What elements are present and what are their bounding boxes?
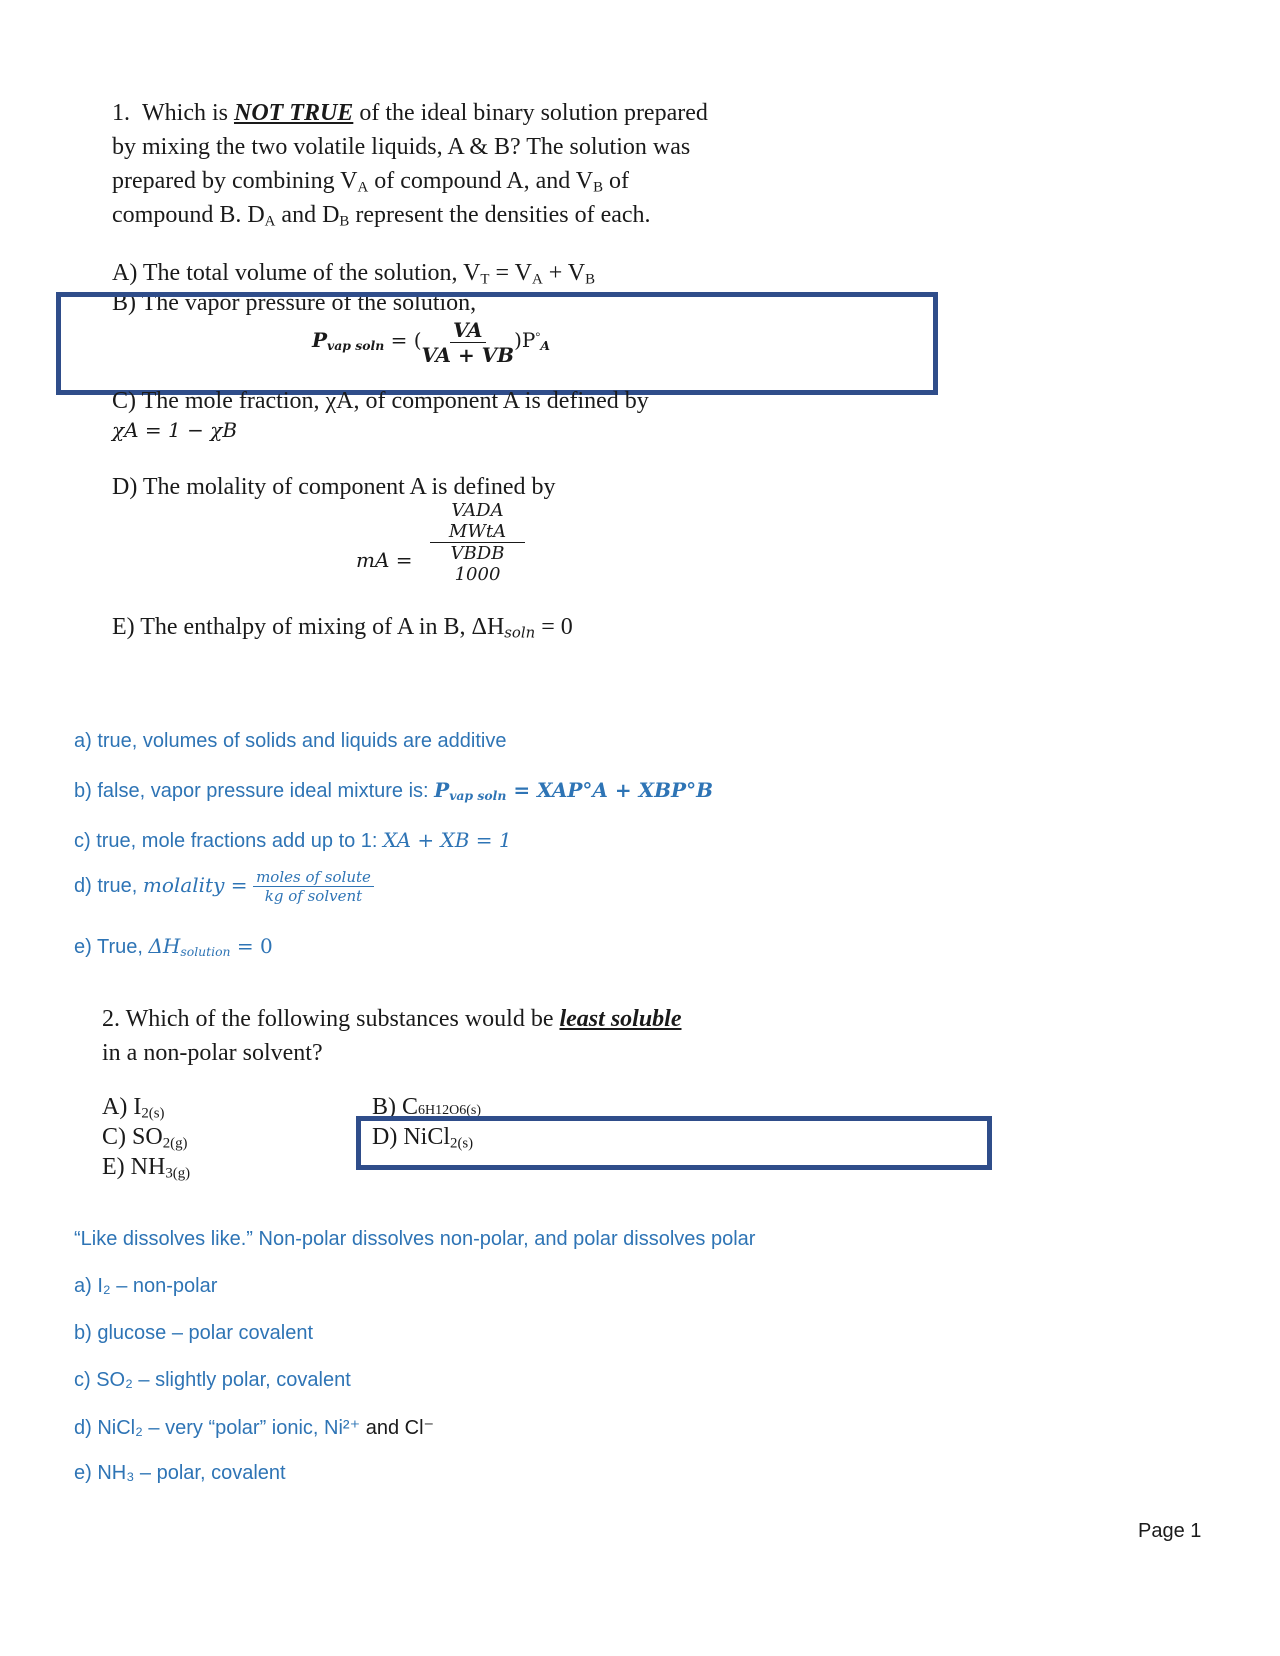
q2-option-a: A) $I_{2(s)}$ [102, 1094, 165, 1122]
q1-option-b-fraction: $\frac{VA}{VA + VB}$ [421, 318, 515, 367]
answer-1d-fraction: $\frac{\text{moles of solute}}{\text{kg of solvent}}$ [253, 868, 374, 905]
q1-option-d-lhs: mA = [356, 548, 413, 572]
answer-2d: d) NiCl₂ – very “polar” ionic, Ni²⁺ and Cl⁻ [74, 1417, 435, 1439]
q1-option-b: B) The vapor pressure of the solution, [112, 290, 477, 316]
answer-2a: a) I₂ – non-polar [74, 1275, 218, 1297]
q1-option-c-formula: χA = 1 − χB [112, 418, 238, 442]
q2-option-c: C) $SO_{2(g)}$ [102, 1124, 188, 1152]
answer-2c: c) SO₂ – slightly polar, covalent [74, 1369, 351, 1391]
q1-option-d: D) The molality of component A is defined by [112, 474, 556, 500]
q1-option-e: E) The enthalpy of mixing of A in B, $\Delta H_{soln} = 0$ [112, 614, 573, 642]
q1-emphasis: NOT TRUE [233, 100, 354, 126]
answer-1c: c) true, mole fractions add up to 1: XA + XB = 1 [74, 828, 512, 852]
q2-option-b: B) C6H12O6(s) [372, 1094, 482, 1120]
q2-option-d: D) NiCl$_{2(s)}$ [372, 1124, 474, 1152]
q1-option-b-formula: $P_{vap soln}$ = ( $\frac{VA}{VA + VB}$ )$P^\circ_A$ [312, 318, 550, 367]
q1-line-3: prepared by combining $V_A$ of compound A, and $V_B$ of [112, 168, 630, 196]
q1-line-2: by mixing the two volatile liquids, A & B? The solution was [112, 134, 691, 160]
answer-1b: b) false, vapor pressure ideal mixture is: $P_{vap soln} = XAP^\circ A + XBP^\circ B$ [74, 778, 713, 804]
q1-option-d-fraction: VADA MWtA VBDB 1000 [430, 500, 525, 585]
answer-1e: e) True, $\Delta H_{solution} = 0$ [74, 934, 273, 960]
answer-1d: d) true, molality = $\frac{\text{moles of solute}}{\text{kg of solvent}}$ [74, 868, 374, 905]
page-number: Page 1 [1138, 1520, 1202, 1542]
answer-2b: b) glucose – polar covalent [74, 1322, 314, 1344]
q1-option-c: C) The mole fraction, χA, of component A is defined by [112, 388, 649, 414]
q1-line-1: 1. Which is NOT TRUE of the ideal binary solution prepared [112, 100, 708, 126]
q2-emphasis: least soluble [559, 1006, 682, 1032]
answer-highlight-box-1 [56, 292, 938, 395]
answer-2e: e) NH₃ – polar, covalent [74, 1462, 286, 1484]
q2-line-2: in a non-polar solvent? [102, 1040, 323, 1066]
answer-highlight-box-2 [356, 1116, 992, 1170]
answer-1a: a) true, volumes of solids and liquids are additive [74, 730, 507, 752]
q1-option-a: A) The total volume of the solution, $V_T = V_A + V_B$ [112, 260, 596, 288]
q2-line-1: 2. Which of the following substances would be least soluble [102, 1006, 682, 1032]
q1-line-4: compound B. $D_A$ and $D_B$ represent the densities of each. [112, 202, 651, 230]
answer-2-intro: “Like dissolves like.” Non-polar dissolves non-polar, and polar dissolves polar [74, 1228, 756, 1250]
q2-option-e: E) $NH_{3(g)}$ [102, 1154, 191, 1182]
